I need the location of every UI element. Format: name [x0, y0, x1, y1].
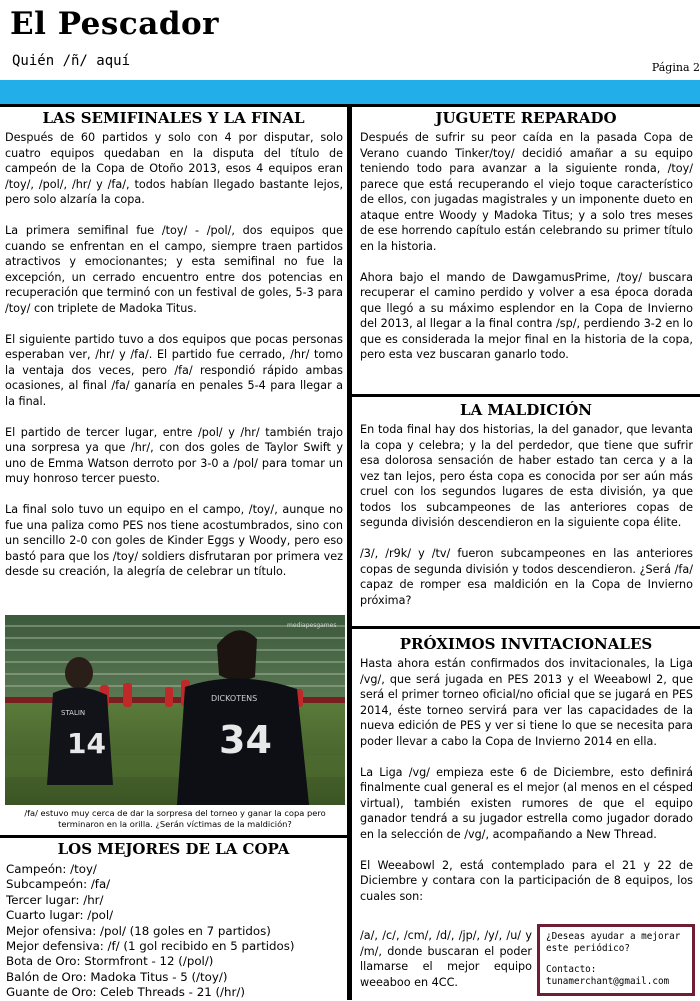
- paragraph: /3/, /r9k/ y /tv/ fueron subcampeones en las anteriores copas de segunda división y todos descendieron. ¿Será /fa/ capaz de romper esa maldición en la Copa de Invierno próxima?: [360, 547, 693, 607]
- photo-caption: /fa/ estuvo muy cerca de dar la sorpresa del torneo y ganar la copa pero terminaron en la orilla. ¿Serán víctimas de la maldición?: [24, 808, 326, 829]
- header-bar: [0, 80, 700, 104]
- left-rule-1: [0, 835, 347, 838]
- maldicion-heading: LA MALDICIÓN: [460, 401, 592, 419]
- list-item: Tercer lugar: /hr/: [6, 892, 104, 907]
- proximos-heading: PRÓXIMOS INVITACIONALES: [399, 635, 653, 653]
- list-item: Guante de Oro: Celeb Threads - 21 (/hr/): [6, 985, 245, 1000]
- paragraph: Ahora bajo el mando de DawgamusPrime, /toy/ buscara recuperar el camino perdido y volver a esa época dorada que llegó a su máximo esplendor en la Copa de Invierno del 2013, al llegar a la final contra /sp/, perdiendo 3-2 en lo que es considerada la mejor final en la historia de la copa, pero esta vez buscaran ganarlo todo.: [360, 270, 694, 361]
- list-item: Bota de Oro: Stormfront - 12 (/pol/): [6, 954, 214, 969]
- paragraph: La final solo tuvo un equipo en el campo, /toy/, aunque no fue una paliza como PES nos tiene acostumbrados, sino con un sencillo 2-0 con goles de Kinder Eggs y Woody, pero eso bastó para que los /toy/ soldiers disfrutaran por primera vez desde su creación, la alegría de celebrar un título.: [5, 503, 343, 578]
- right-rule-2: [352, 626, 700, 629]
- list-item: Campeón: /toy/: [6, 862, 97, 876]
- mejores-heading: LOS MEJORES DE LA COPA: [57, 840, 290, 858]
- paragraph: Después de sufrir su peor caída en la pasada Copa de Verano cuando Tinker/toy/ decidió amañar a su equipo teniendo todo para avanzar a la siguiente ronda, /toy/ parece que está recuperando el viejo toque característico de ellos, con jugadas magistrales y un imponente dueto en ataque entre Woody y Madoka Titus; y a solo tres meses de ese horrendo capítulo están celebrando su primer título en la historia.: [360, 131, 693, 253]
- right-rule-1: [352, 394, 700, 397]
- semifinales-heading: LAS SEMIFINALES Y LA FINAL: [42, 109, 305, 127]
- paragraph: La Liga /vg/ empieza este 6 de Diciembre, esto definirá finalmente cual general es el mejor (al menos en el césped virtual), también existen rumores de que el equipo ganador tendrá a su jugador estrella como jugador dorado en la selección de /vg/, acompañando a New Thread.: [360, 765, 693, 841]
- proximos-last-fragment: /a/, /c/, /cm/, /d/, /jp/, /y/, /u/ y /m/, donde buscaran el poder llamarse el mejor equipo weeaboo en 4CC.: [360, 929, 532, 989]
- page-number: Página 2: [651, 61, 700, 74]
- match-photo: [5, 615, 345, 805]
- list-item: Balón de Oro: Madoka Titus - 5 (/toy/): [6, 969, 228, 984]
- top-rule: [0, 104, 700, 107]
- list-item: Cuarto lugar: /pol/: [6, 908, 114, 923]
- paragraph: El siguiente partido tuvo a dos equipos que pocas personas esperaban ver, /hr/ y /fa/. El partido fue cerrado, /hr/ tomo la ventaja dos veces, pero /fa/ respondió rápido ambas ocasiones, al final /fa/ ganaría en penales 5-4 para llegar a la final.: [5, 332, 343, 408]
- paragraph: El partido de tercer lugar, entre /pol/ y /hr/ también trajo una sorpresa ya que /hr/, con dos goles de Taylor Swift y uno de Emma Watson derroto por 3-0 a /pol/ para tomar un muy honroso tercer puesto.: [5, 425, 343, 485]
- contact-email-link[interactable]: tunamerchant@gmail.com: [546, 975, 670, 987]
- player-right-name: DICKOTENS: [211, 694, 258, 703]
- player-right-number: 34: [219, 718, 272, 762]
- player-left-number: 14: [67, 727, 106, 760]
- column-divider: [347, 104, 352, 1000]
- paragraph: La primera semifinal fue /toy/ - /pol/, dos equipos que cuando se enfrentan en el campo, siempre traen partidos atractivos y emocionantes; y esta semifinal no fue la excepción, un cerrado encuentro entre dos potencias en recuperación que terminó con un festival de goles, 5-3 para /toy/ con triplete de Madoka Titus.: [5, 224, 343, 315]
- paragraph: En toda final hay dos historias, la del ganador, que levanta la copa y celebra; y la del perdedor, que tiene que sufrir esa dolorosa sensación de haber estado tan cerca y a la vez tan lejos, pero ésta copa es conocida por ser aún más cruel con los segundos lugares de esta división, ya que todos los subcampeones de las anteriores copas de segunda división descendieron en la siguiente copa élite.: [360, 423, 693, 529]
- list-item: Mejor ofensiva: /pol/ (18 goles en 7 partidos): [6, 923, 271, 938]
- contact-question: ¿Deseas ayudar a mejorar este periódico?: [546, 931, 681, 954]
- list-item: Mejor defensiva: /f/ (1 gol recibido en 5 partidos): [6, 939, 295, 954]
- juguete-heading: JUGUETE REPARADO: [435, 109, 617, 127]
- paragraph: El Weeabowl 2, está contemplado para el 21 y 22 de Diciembre y contara con la participación de 8 equipos, los cuales son:: [360, 858, 693, 903]
- paragraph: Después de 60 partidos y solo con 4 por disputar, solo cuatro equipos quedaban en la disputa del título de campeón de la Copa de Otoño 2013, esos 4 equipos eran /toy/, /pol/, /hr/ y /fa/, todos habían llegado bastante lejos, pero solo alzaría la copa.: [5, 131, 343, 206]
- contact-box: [537, 924, 695, 996]
- juguete-body: [360, 130, 693, 363]
- paragraph: Hasta ahora están confirmados dos invitacionales, la Liga /vg/, que será jugada en PES 2013 y el Weeabowl 2, que será el primer torneo oficial/no oficial que se jugará en PES 2014, éste torneo servirá para ver las capacidades de la nueva edición de PES y ver si tiene lo que se necesita para poder llevar a cabo la Copa de Invierno 2014 en ella.: [360, 657, 693, 748]
- newspaper-subtitle: Quién /ñ/ aquí: [12, 53, 131, 69]
- semifinales-body: [5, 130, 343, 580]
- newspaper-title: El Pescador: [10, 6, 219, 42]
- contact-label: Contacto:: [546, 964, 597, 975]
- mejores-list: [6, 862, 346, 1001]
- player-left-name: STALIN: [61, 709, 86, 717]
- photo-watermark: mediapesgames: [287, 622, 337, 629]
- maldicion-body: [360, 422, 693, 608]
- proximos-body: [360, 656, 693, 904]
- list-item: Subcampeón: /fa/: [6, 877, 111, 892]
